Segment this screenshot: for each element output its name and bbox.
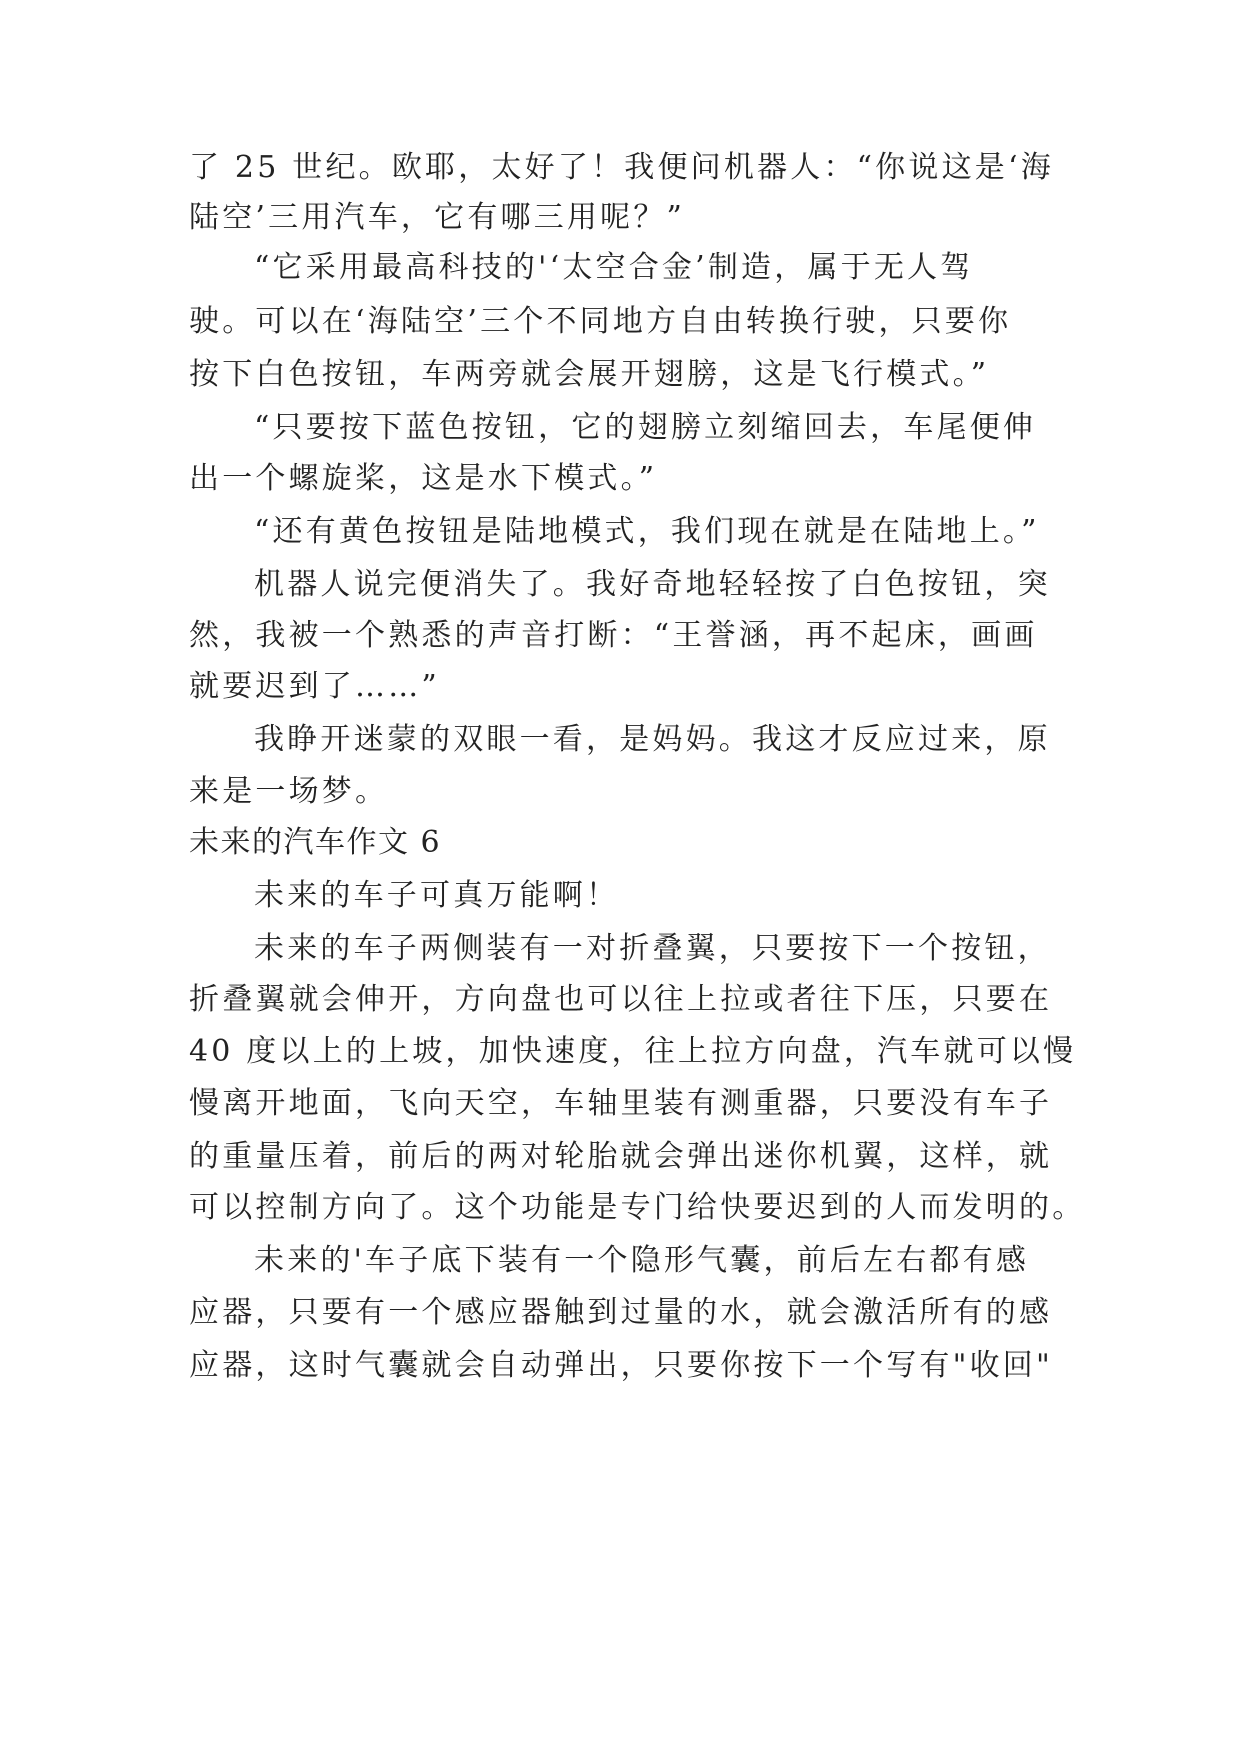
paragraph-line: 慢离开地面，飞向天空，车轴里装有测重器，只要没有车子	[189, 1086, 1053, 1121]
paragraph-line: 就要迟到了……”	[189, 669, 440, 704]
section-title: 未来的汽车作文 6	[189, 825, 442, 860]
paragraph-line: 可以控制方向了。这个功能是专门给快要迟到的人而发明的。	[189, 1190, 1086, 1225]
paragraph-line: 折叠翼就会伸开，方向盘也可以往上拉或者往下压，只要在	[189, 982, 1053, 1017]
paragraph-line: 驶。可以在‘海陆空’三个不同地方自由转换行驶，只要你	[189, 304, 1012, 339]
paragraph-line: 按下白色按钮，车两旁就会展开翅膀，这是飞行模式。”	[189, 357, 990, 392]
paragraph-line: 的重量压着，前后的两对轮胎就会弹出迷你机翼，这样，就	[189, 1139, 1053, 1174]
paragraph-line: 机器人说完便消失了。我好奇地轻轻按了白色按钮，突	[254, 567, 1051, 602]
paragraph-line: 陆空’三用汽车，它有哪三用呢？”	[189, 200, 686, 235]
paragraph-line: 未来的'车子底下装有一个隐形气囊，前后左右都有感	[254, 1243, 1030, 1278]
paragraph-line: “只要按下蓝色按钮，它的翅膀立刻缩回去，车尾便伸	[254, 410, 1037, 445]
paragraph-line: “它采用最高科技的'‘太空合金’制造，属于无人驾	[254, 250, 974, 285]
paragraph-line: 出一个螺旋桨，这是水下模式。”	[189, 461, 658, 496]
paragraph-line: 未来的车子两侧装有一对折叠翼，只要按下一个按钮，	[254, 931, 1051, 966]
paragraph-line: 40 度以上的上坡，加快速度，往上拉方向盘，汽车就可以慢	[189, 1034, 1077, 1069]
paragraph-line: 应器，只要有一个感应器触到过量的水，就会激活所有的感	[189, 1295, 1053, 1330]
paragraph-line: 然，我被一个熟悉的声音打断：“王誉涵，再不起床，画画	[189, 618, 1038, 653]
paragraph-line: “还有黄色按钮是陆地模式，我们现在就是在陆地上。”	[254, 514, 1040, 549]
paragraph-line: 了 25 世纪。欧耶，太好了！我便问机器人：“你说这是‘海	[189, 150, 1054, 185]
paragraph-line: 我睁开迷蒙的双眼一看，是妈妈。我这才反应过来，原	[254, 722, 1051, 757]
paragraph-line: 来是一场梦。	[189, 774, 389, 809]
paragraph-line: 未来的车子可真万能啊！	[254, 878, 620, 913]
paragraph-line: 应器，这时气囊就会自动弹出，只要你按下一个写有"收回"	[189, 1348, 1053, 1383]
